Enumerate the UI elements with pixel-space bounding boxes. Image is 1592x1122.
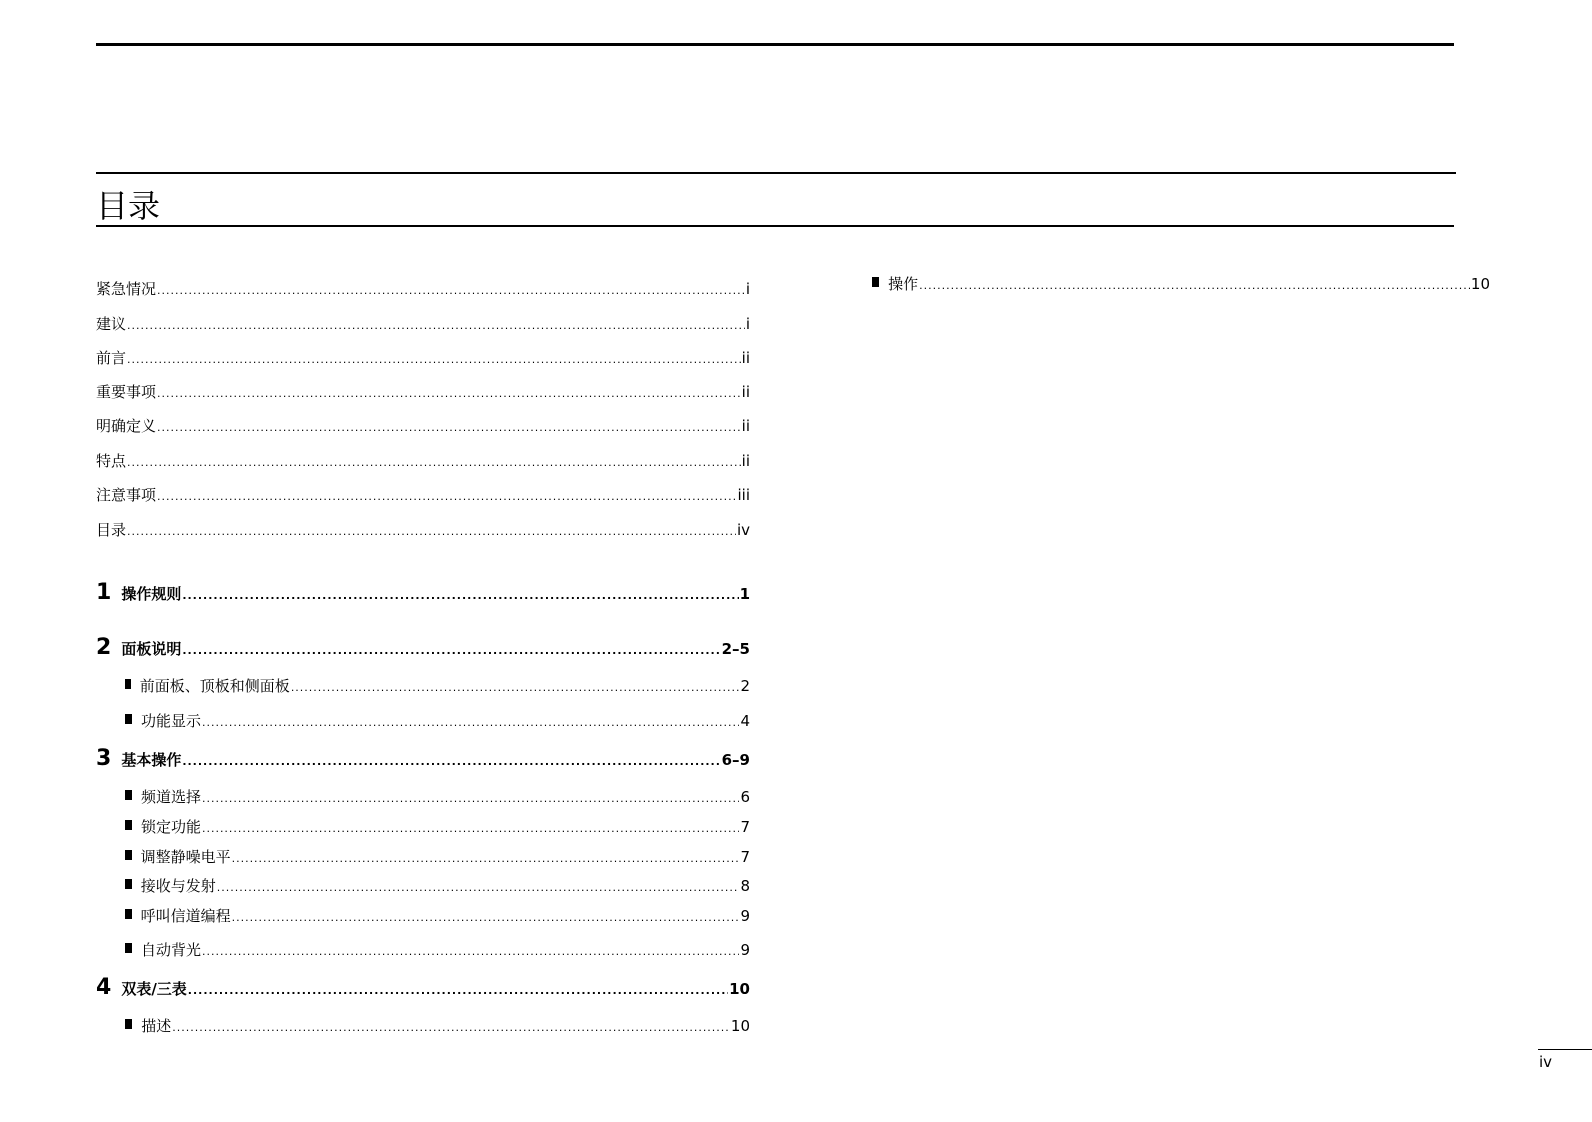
toc-section[interactable] bbox=[872, 273, 1490, 295]
toc-entry-page: ii bbox=[741, 417, 750, 435]
toc-entry-page: ii bbox=[741, 383, 750, 401]
leader-dots bbox=[172, 1017, 730, 1039]
section-label: 操作 bbox=[888, 275, 919, 293]
toc-section[interactable] bbox=[125, 816, 750, 838]
toc-entry[interactable] bbox=[96, 484, 750, 506]
section-page: 9 bbox=[740, 941, 750, 959]
chapter-number: 3 bbox=[96, 746, 112, 771]
square-bullet-icon bbox=[125, 943, 132, 953]
leader-dots bbox=[202, 788, 740, 810]
toc-entry-label: 重要事项 bbox=[96, 383, 157, 401]
toc-entry[interactable] bbox=[96, 347, 750, 369]
section-label: 频道选择 bbox=[140, 788, 201, 806]
leader-dots bbox=[202, 818, 740, 840]
page-title: 目录 bbox=[96, 187, 161, 225]
toc-entry-label: 前言 bbox=[96, 349, 127, 367]
toc-entry[interactable] bbox=[96, 381, 750, 403]
leader-dots bbox=[182, 636, 720, 666]
chapter-page: 6–9 bbox=[721, 751, 750, 769]
leader-dots bbox=[202, 712, 740, 734]
toc-entry-label: 明确定义 bbox=[96, 417, 157, 435]
section-page: 7 bbox=[740, 818, 750, 836]
title-rule-bottom bbox=[96, 225, 1454, 227]
toc-section[interactable] bbox=[125, 1015, 750, 1037]
section-label: 锁定功能 bbox=[140, 818, 201, 836]
leader-dots bbox=[127, 315, 745, 337]
top-rule bbox=[96, 43, 1454, 46]
toc-entry[interactable] bbox=[96, 450, 750, 472]
leader-dots bbox=[232, 848, 740, 870]
toc-entry-page: iii bbox=[737, 486, 750, 504]
toc-chapter[interactable] bbox=[96, 578, 750, 608]
section-page: 10 bbox=[730, 1017, 750, 1035]
toc-entry-label: 紧急情况 bbox=[96, 280, 157, 298]
section-label: 调整静噪电平 bbox=[140, 848, 231, 866]
section-page: 9 bbox=[740, 907, 750, 925]
section-page: 8 bbox=[740, 877, 750, 895]
toc-entry[interactable] bbox=[96, 519, 750, 541]
toc-chapter[interactable] bbox=[96, 744, 750, 774]
chapter-number: 4 bbox=[96, 975, 112, 1000]
square-bullet-icon bbox=[125, 790, 132, 800]
section-page: 4 bbox=[740, 712, 750, 730]
square-bullet-icon bbox=[125, 909, 132, 919]
toc-chapter[interactable] bbox=[96, 633, 750, 663]
page-number: iv bbox=[1539, 1053, 1553, 1071]
leader-dots bbox=[182, 747, 720, 777]
leader-dots bbox=[919, 275, 1470, 297]
toc-entry-page: iv bbox=[736, 521, 750, 539]
toc-section[interactable] bbox=[125, 786, 750, 808]
chapter-page: 2–5 bbox=[721, 640, 750, 658]
chapter-label: 面板说明 bbox=[121, 640, 182, 658]
square-bullet-icon bbox=[125, 1019, 132, 1029]
leader-dots bbox=[127, 521, 736, 543]
chapter-page: 1 bbox=[739, 585, 750, 603]
toc-section[interactable] bbox=[125, 710, 750, 732]
toc-section[interactable] bbox=[125, 675, 750, 697]
leader-dots bbox=[232, 907, 740, 929]
toc-entry-page: i bbox=[745, 315, 750, 333]
chapter-label: 基本操作 bbox=[121, 751, 182, 769]
chapter-label: 双表/三表 bbox=[121, 980, 187, 998]
chapter-label: 操作规则 bbox=[121, 585, 182, 603]
toc-entry-page: ii bbox=[741, 349, 750, 367]
leader-dots bbox=[217, 877, 740, 899]
leader-dots bbox=[157, 383, 741, 405]
square-bullet-icon bbox=[125, 879, 132, 889]
toc-entry-label: 特点 bbox=[96, 452, 127, 470]
toc-section[interactable] bbox=[125, 846, 750, 868]
chapter-number: 2 bbox=[96, 635, 112, 660]
toc-section[interactable] bbox=[125, 875, 750, 897]
section-page: 7 bbox=[740, 848, 750, 866]
section-page: 2 bbox=[740, 677, 750, 695]
leader-dots bbox=[202, 941, 740, 963]
toc-entry[interactable] bbox=[96, 313, 750, 335]
section-label: 自动背光 bbox=[140, 941, 201, 959]
toc-entry[interactable] bbox=[96, 415, 750, 437]
leader-dots bbox=[157, 486, 736, 508]
toc-section[interactable] bbox=[125, 939, 750, 961]
chapter-page: 10 bbox=[729, 980, 750, 998]
toc-entry-label: 建议 bbox=[96, 315, 127, 333]
chapter-number: 1 bbox=[96, 580, 112, 605]
square-bullet-icon bbox=[125, 820, 132, 830]
leader-dots bbox=[157, 417, 741, 439]
square-bullet-icon bbox=[125, 850, 132, 860]
square-bullet-icon bbox=[125, 679, 131, 689]
square-bullet-icon bbox=[125, 714, 132, 724]
leader-dots bbox=[157, 280, 745, 302]
leader-dots bbox=[182, 581, 738, 611]
section-label: 功能显示 bbox=[140, 712, 201, 730]
section-page: 6 bbox=[740, 788, 750, 806]
leader-dots bbox=[188, 976, 728, 1006]
toc-section[interactable] bbox=[125, 905, 750, 927]
toc-entry-label: 注意事项 bbox=[96, 486, 157, 504]
toc-entry[interactable] bbox=[96, 278, 750, 300]
toc-chapter[interactable] bbox=[96, 973, 750, 1003]
toc-entry-label: 目录 bbox=[96, 521, 127, 539]
toc-entry-page: ii bbox=[741, 452, 750, 470]
leader-dots bbox=[127, 452, 741, 474]
section-label: 前面板、顶板和侧面板 bbox=[139, 677, 290, 695]
title-rule-top bbox=[96, 172, 1456, 174]
section-label: 接收与发射 bbox=[140, 877, 216, 895]
toc-entry-page: i bbox=[745, 280, 750, 298]
leader-dots bbox=[291, 677, 740, 699]
section-label: 呼叫信道编程 bbox=[140, 907, 231, 925]
section-page: 10 bbox=[1470, 275, 1490, 293]
leader-dots bbox=[127, 349, 741, 371]
square-bullet-icon bbox=[872, 277, 879, 287]
footer-rule bbox=[1538, 1049, 1592, 1050]
section-label: 描述 bbox=[141, 1017, 172, 1035]
